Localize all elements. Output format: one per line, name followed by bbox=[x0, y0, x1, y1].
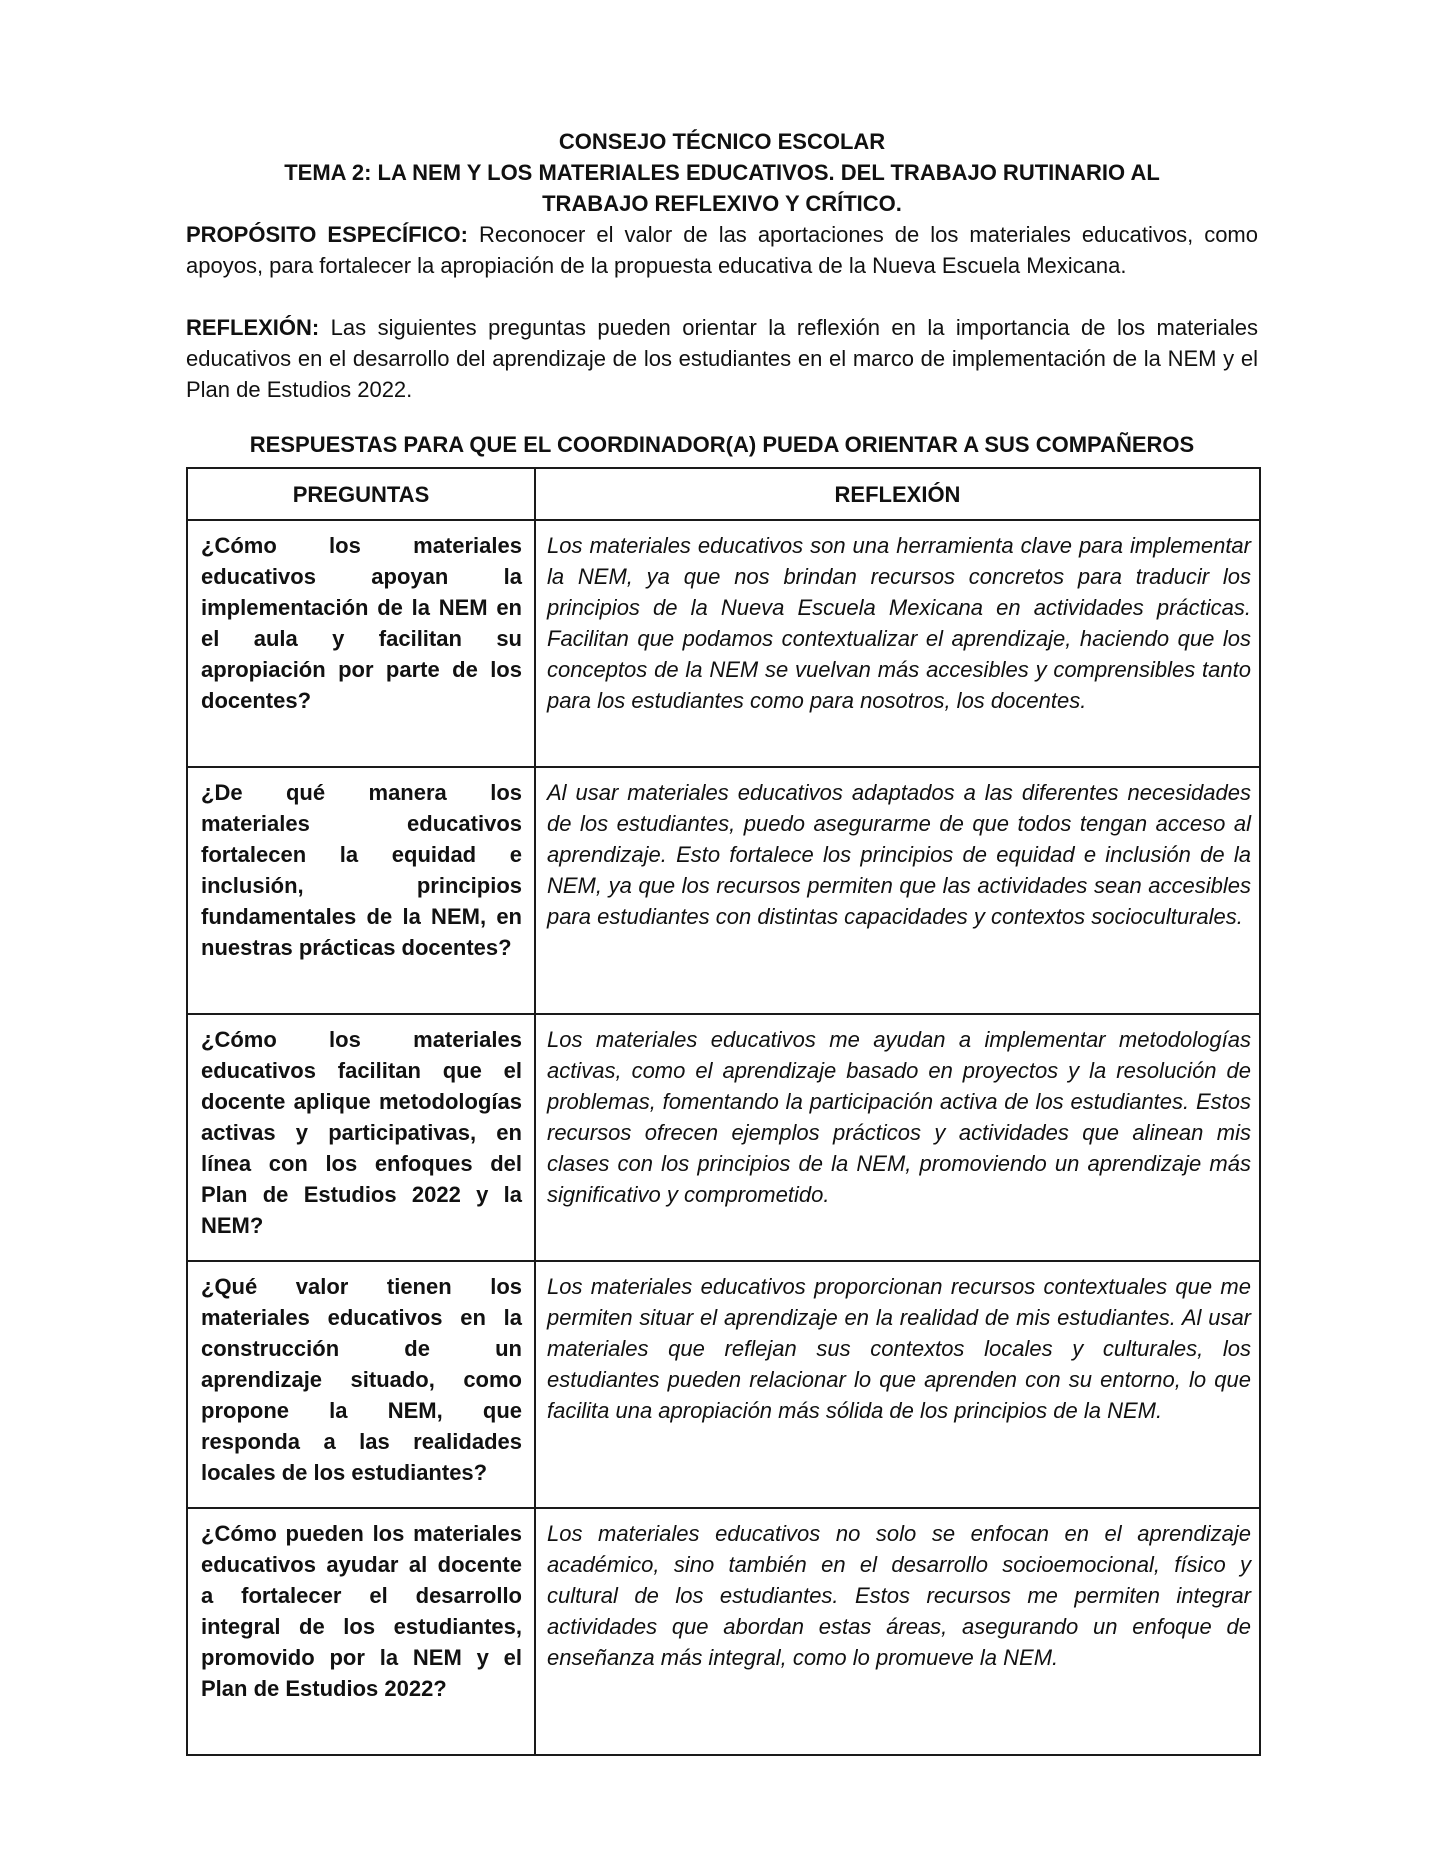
table-row bbox=[187, 1261, 1260, 1508]
table-row bbox=[187, 1014, 1260, 1261]
question-cell: ¿Cómo los materiales educativos apoyan la implementación de la NEM en el aula y facilitan su apropiación por parte de los docentes? bbox=[187, 520, 535, 767]
table-header-row bbox=[187, 468, 1260, 520]
reflection-text: Las siguientes preguntas pueden orientar la reflexión en la importancia de los materiales educativos en el desarrollo del aprendizaje de los estudiantes en el marco de implementación de la NEM y el Plan de Estudios 2022. bbox=[186, 315, 1258, 402]
column-header-questions: PREGUNTAS bbox=[187, 468, 535, 520]
table-row bbox=[187, 1508, 1260, 1755]
question-cell: ¿Cómo pueden los materiales educativos ayudar al docente a fortalecer el desarrollo integral de los estudiantes, promovido por la NEM y el Plan de Estudios 2022? bbox=[187, 1508, 535, 1755]
topic-title-line-2: TRABAJO REFLEXIVO Y CRÍTICO. bbox=[542, 191, 902, 216]
question-cell: ¿Qué valor tienen los materiales educativos en la construcción de un aprendizaje situado, como propone la NEM, que responda a las realidades locales de los estudiantes? bbox=[187, 1261, 535, 1508]
purpose-label: PROPÓSITO ESPECÍFICO: bbox=[186, 222, 468, 247]
reflection-cell: Al usar materiales educativos adaptados a las diferentes necesidades de los estudiantes, puedo asegurarme de que todos tengan acceso al aprendizaje. Esto fortalece los principios de equidad e inclusión de la NEM, ya que los recursos permiten que las actividades sean accesibles para estudiantes con distintas capacidades y contextos socioculturales. bbox=[535, 767, 1260, 1014]
table-row bbox=[187, 520, 1260, 767]
column-header-reflection: REFLEXIÓN bbox=[535, 468, 1260, 520]
question-cell: ¿De qué manera los materiales educativos fortalecen la equidad e inclusión, principios fundamentales de la NEM, en nuestras prácticas docentes? bbox=[187, 767, 535, 1014]
reflection-cell: Los materiales educativos proporcionan recursos contextuales que me permiten situar el aprendizaje en la realidad de mis estudiantes. Al usar materiales que reflejan sus contextos locales y culturales, los estudiantes pueden relacionar lo que aprenden con su entorno, lo que facilita una apropiación más sólida de los principios de la NEM. bbox=[535, 1261, 1260, 1508]
question-cell: ¿Cómo los materiales educativos facilitan que el docente aplique metodologías activas y participativas, en línea con los enfoques del Plan de Estudios 2022 y la NEM? bbox=[187, 1014, 535, 1261]
reflection-cell: Los materiales educativos son una herramienta clave para implementar la NEM, ya que nos brindan recursos concretos para traducir los principios de la Nueva Escuela Mexicana en actividades prácticas. Facilitan que podamos contextualizar el aprendizaje, haciendo que los conceptos de la NEM se vuelvan más accesibles y comprensibles tanto para los estudiantes como para nosotros, los docentes. bbox=[535, 520, 1260, 767]
reflection-label: REFLEXIÓN: bbox=[186, 315, 320, 340]
document-page bbox=[186, 126, 1258, 405]
table-row bbox=[187, 767, 1260, 1014]
purpose-paragraph bbox=[186, 219, 1258, 281]
topic-title-line-1: TEMA 2: LA NEM Y LOS MATERIALES EDUCATIVOS. DEL TRABAJO RUTINARIO AL bbox=[284, 160, 1160, 185]
reflection-cell: Los materiales educativos me ayudan a implementar metodologías activas, como el aprendizaje basado en proyectos y la resolución de problemas, fomentando la participación activa de los estudiantes. Estos recursos ofrecen ejemplos prácticos y actividades que alinean mis clases con los principios de la NEM, promoviendo un aprendizaje más significativo y comprometido. bbox=[535, 1014, 1260, 1261]
purpose-text: Reconocer el valor de las aportaciones de los materiales educativos, como apoyos, para fortalecer la apropiación de la propuesta educativa de la Nueva Escuela Mexicana. bbox=[186, 222, 1258, 278]
spacer bbox=[186, 281, 1258, 312]
document-title: CONSEJO TÉCNICO ESCOLAR bbox=[558, 129, 886, 154]
reflection-paragraph bbox=[186, 312, 1258, 405]
table-title: RESPUESTAS PARA QUE EL COORDINADOR(A) PUEDA ORIENTAR A SUS COMPAÑEROS bbox=[249, 432, 1195, 457]
reflection-cell: Los materiales educativos no solo se enfocan en el aprendizaje académico, sino también en el desarrollo socioemocional, físico y cultural de los estudiantes. Estos recursos me permiten integrar actividades que abordan estas áreas, asegurando un enfoque de enseñanza más integral, como lo promueve la NEM. bbox=[535, 1508, 1260, 1755]
questions-table bbox=[186, 467, 1261, 1756]
